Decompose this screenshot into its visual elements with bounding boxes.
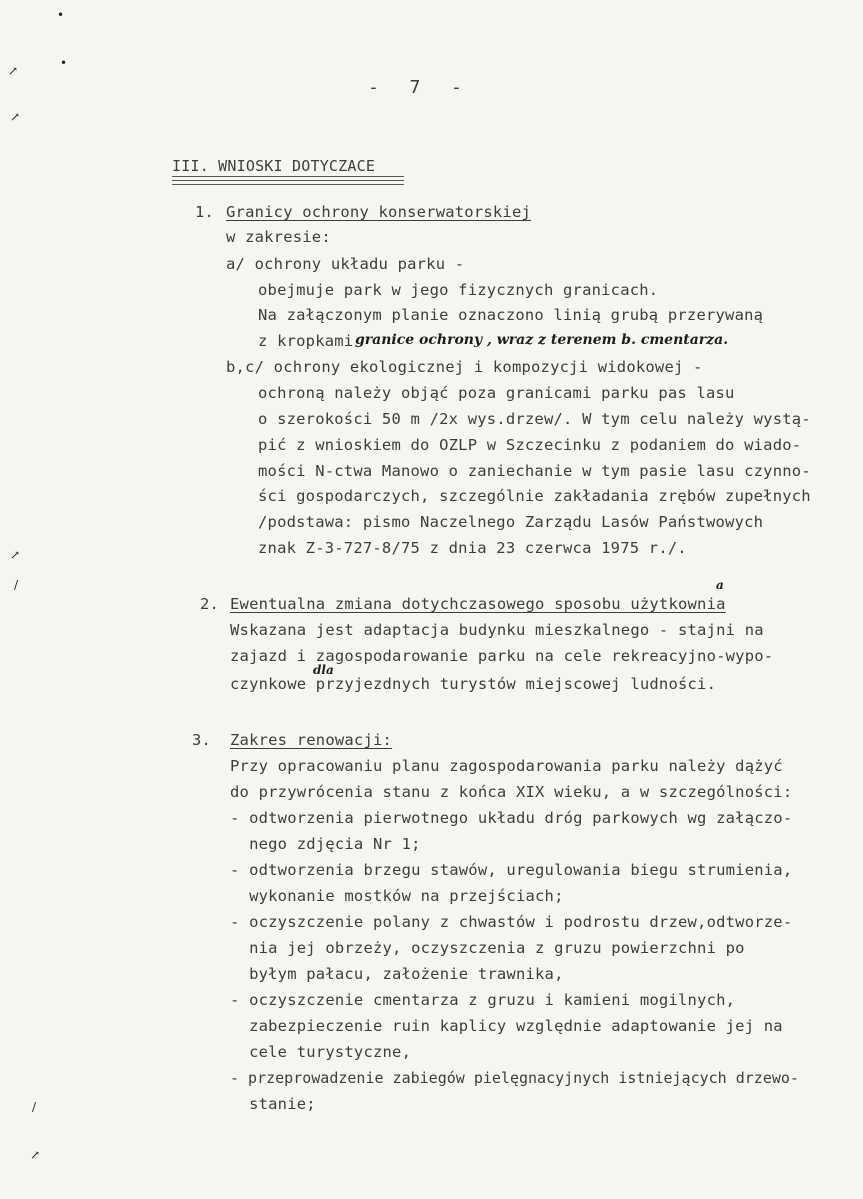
margin-mark: • [57, 8, 65, 22]
text-line: byłym pałacu, założenie trawnika, [230, 965, 564, 983]
text-line: zajazd i zagospodarowanie parku na cele rekreacyjno-wypo- [230, 647, 774, 665]
text-line: Na załączonym planie oznaczono linią grubą przerywaną [258, 306, 764, 324]
margin-mark: / [14, 578, 19, 592]
section-2-title: Ewentualna zmiana dotychczasowego sposobu użytkownia [230, 595, 726, 613]
text-line: stanie; [230, 1095, 316, 1113]
heading-underline [172, 184, 404, 185]
page-number: - 7 - [368, 77, 465, 98]
text-line: ochroną należy objąć poza granicami parku pas lasu [258, 384, 735, 402]
text-line: z kropkami [258, 332, 354, 350]
text-line: a/ ochrony układu parku - [226, 255, 465, 273]
margin-mark: / [32, 1100, 37, 1114]
section-heading: III. WNIOSKI DOTYCZACE [172, 157, 376, 175]
section-3-number: 3. [192, 731, 212, 749]
text-line: zabezpieczenie ruin kaplicy względnie adaptowanie jej na [230, 1017, 783, 1035]
section-1-number: 1. [195, 203, 215, 221]
text-line: nia jej obrzeży, oczyszczenia z gruzu powierzchni po [230, 939, 745, 957]
section-3-title: Zakres renowacji: [230, 731, 393, 749]
text-line: Przy opracowaniu planu zagospodarowania parku należy dążyć [230, 757, 783, 775]
text-line: cele turystyczne, [230, 1043, 412, 1061]
text-line: nego zdjęcia Nr 1; [230, 835, 421, 853]
text-line: Wskazana jest adaptacja budynku mieszkalnego - stajni na [230, 621, 764, 639]
margin-mark: ↗ [10, 110, 21, 124]
text-line: b,c/ ochrony ekologicznej i kompozycji widokowej - [226, 358, 703, 376]
text-line: czynkowe przyjezdnych turystów miejscowej ludności. [230, 675, 717, 693]
margin-mark: • [60, 56, 68, 70]
text-line: do przywrócenia stanu z końca XIX wieku, a w szczególności: [230, 783, 793, 801]
heading-underline [172, 180, 404, 181]
text-line: w zakresie: [226, 228, 331, 246]
text-line: znak Z-3-727-8/75 z dnia 23 czerwca 1975 r./. [258, 539, 687, 557]
heading-underline [172, 176, 404, 177]
text-line: mości N-ctwa Manowo o zaniechanie w tym pasie lasu czynno- [258, 462, 811, 480]
margin-mark: ↗ [10, 548, 21, 562]
handwritten-note: granice ochrony , wraz z terenem b. cmentarza. [355, 332, 729, 348]
text-line: ści gospodarczych, szczególnie zakładania zrębów zupełnych [258, 487, 811, 505]
text-line: obejmuje park w jego fizycznych granicach. [258, 281, 659, 299]
text-line: o szerokości 50 m /2x wys.drzew/. W tym celu należy wystą- [258, 410, 811, 428]
list-item: - odtworzenia brzegu stawów, uregulowania biegu strumienia, [230, 861, 793, 879]
text-line: pić z wnioskiem do OZLP w Szczecinku z podaniem do wiado- [258, 436, 802, 454]
list-item: - przeprowadzenie zabiegów pielęgnacyjnych istniejących drzewo- [230, 1069, 799, 1087]
list-item: - oczyszczenie cmentarza z gruzu i kamieni mogilnych, [230, 991, 736, 1009]
list-item: - odtworzenia pierwotnego układu dróg parkowych wg załączo- [230, 809, 793, 827]
handwritten-correction: a [716, 578, 724, 592]
section-1-title: Granicy ochrony konserwatorskiej [226, 203, 532, 221]
margin-mark: ↗ [30, 1148, 41, 1162]
text-line: wykonanie mostków na przejściach; [230, 887, 564, 905]
handwritten-insertion: dla [313, 663, 334, 677]
margin-mark: ↗ [8, 64, 19, 78]
list-item: - oczyszczenie polany z chwastów i podrostu drzew,odtworze- [230, 913, 793, 931]
section-2-number: 2. [200, 595, 220, 613]
text-line: /podstawa: pismo Naczelnego Zarządu Lasów Państwowych [258, 513, 764, 531]
